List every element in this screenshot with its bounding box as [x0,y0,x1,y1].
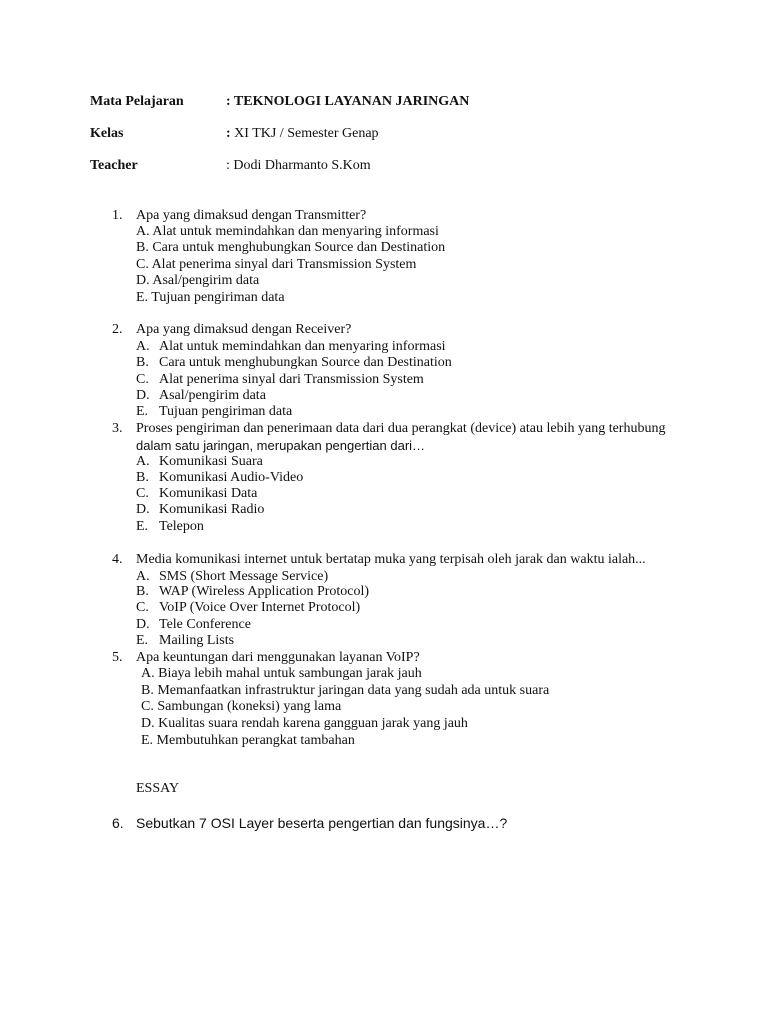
question-text: Apa yang dimaksud dengan Receiver? [136,322,352,337]
teacher-label: Teacher [90,158,138,173]
option-letter: B. [136,584,149,599]
option-letter: E. [136,633,149,648]
question-number: 5. [112,650,123,665]
option-letter: D. [136,388,150,403]
question-text: Apa yang dimaksud dengan Transmitter? [136,208,367,223]
option-letter: B. [136,470,149,485]
question-number: 4. [112,552,123,567]
option: B. Cara untuk menghubungkan Source dan Destination [136,240,446,255]
option-letter: C. [136,600,149,615]
question-number: 2. [112,322,123,337]
essay-heading: ESSAY [136,781,180,796]
option-letter: C. [136,486,149,501]
option: E. Tujuan pengiriman data [136,290,285,305]
option-letter: E. [136,404,149,419]
option-letter: D. [136,617,150,632]
option-text: Tele Conference [159,617,251,632]
subject-value: : TEKNOLOGI LAYANAN JARINGAN [226,94,470,109]
option-letter: A. [136,454,150,469]
option-letter: B. [136,355,149,370]
option-letter: D. [136,502,150,517]
option: D. Kualitas suara rendah karena gangguan jarak yang jauh [141,716,468,731]
option-text: Mailing Lists [159,633,235,648]
option-letter: A. [136,339,150,354]
class-value [226,126,379,142]
option: C. Sambungan (koneksi) yang lama [141,699,342,714]
class-text: XI TKJ / Semester Genap [230,126,379,141]
teacher-value: : Dodi Dharmanto S.Kom [226,158,371,173]
subject-label: Mata Pelajaran [90,94,184,109]
question-text: Apa keuntungan dari menggunakan layanan VoIP? [136,650,420,665]
option: A. Alat untuk memindahkan dan menyaring informasi [136,224,439,239]
question-text: Media komunikasi internet untuk bertatap muka yang terpisah oleh jarak dan waktu ialah... [136,552,646,567]
option-text: WAP (Wireless Application Protocol) [159,584,370,599]
option: B. Memanfaatkan infrastruktur jaringan data yang sudah ada untuk suara [141,683,550,698]
option-text: Komunikasi Audio-Video [159,470,304,485]
option-text: Alat untuk memindahkan dan menyaring informasi [159,339,446,354]
option: E. Membutuhkan perangkat tambahan [141,733,355,748]
option-text: Komunikasi Radio [159,502,265,517]
option-text: SMS (Short Message Service) [159,569,329,584]
question-text-continued: dalam satu jaringan, merupakan pengertian dari… [136,438,426,453]
option-letter: E. [136,519,149,534]
question-number: 1. [112,208,123,223]
option-text: Komunikasi Suara [159,454,263,469]
option-text: Tujuan pengiriman data [159,404,293,419]
option-letter: A. [136,569,150,584]
question-number: 6. [112,815,124,831]
essay-question-text: Sebutkan 7 OSI Layer beserta pengertian dan fungsinya…? [136,815,508,831]
class-label: Kelas [90,126,124,141]
option-text: Alat penerima sinyal dari Transmission System [159,372,424,387]
option: C. Alat penerima sinyal dari Transmission System [136,257,417,272]
option-text: VoIP (Voice Over Internet Protocol) [159,600,361,615]
option: A. Biaya lebih mahal untuk sambungan jarak jauh [141,666,422,681]
question-text: Proses pengiriman dan penerimaan data dari dua perangkat (device) atau lebih yang terhubung [136,421,666,436]
option: D. Asal/pengirim data [136,273,260,288]
option-text: Asal/pengirim data [159,388,266,403]
option-letter: C. [136,372,149,387]
option-text: Komunikasi Data [159,486,258,501]
class-colon: : [226,126,231,141]
option-text: Cara untuk menghubungkan Source dan Destination [159,355,452,370]
option-text: Telepon [159,519,204,534]
question-number: 3. [112,421,123,436]
